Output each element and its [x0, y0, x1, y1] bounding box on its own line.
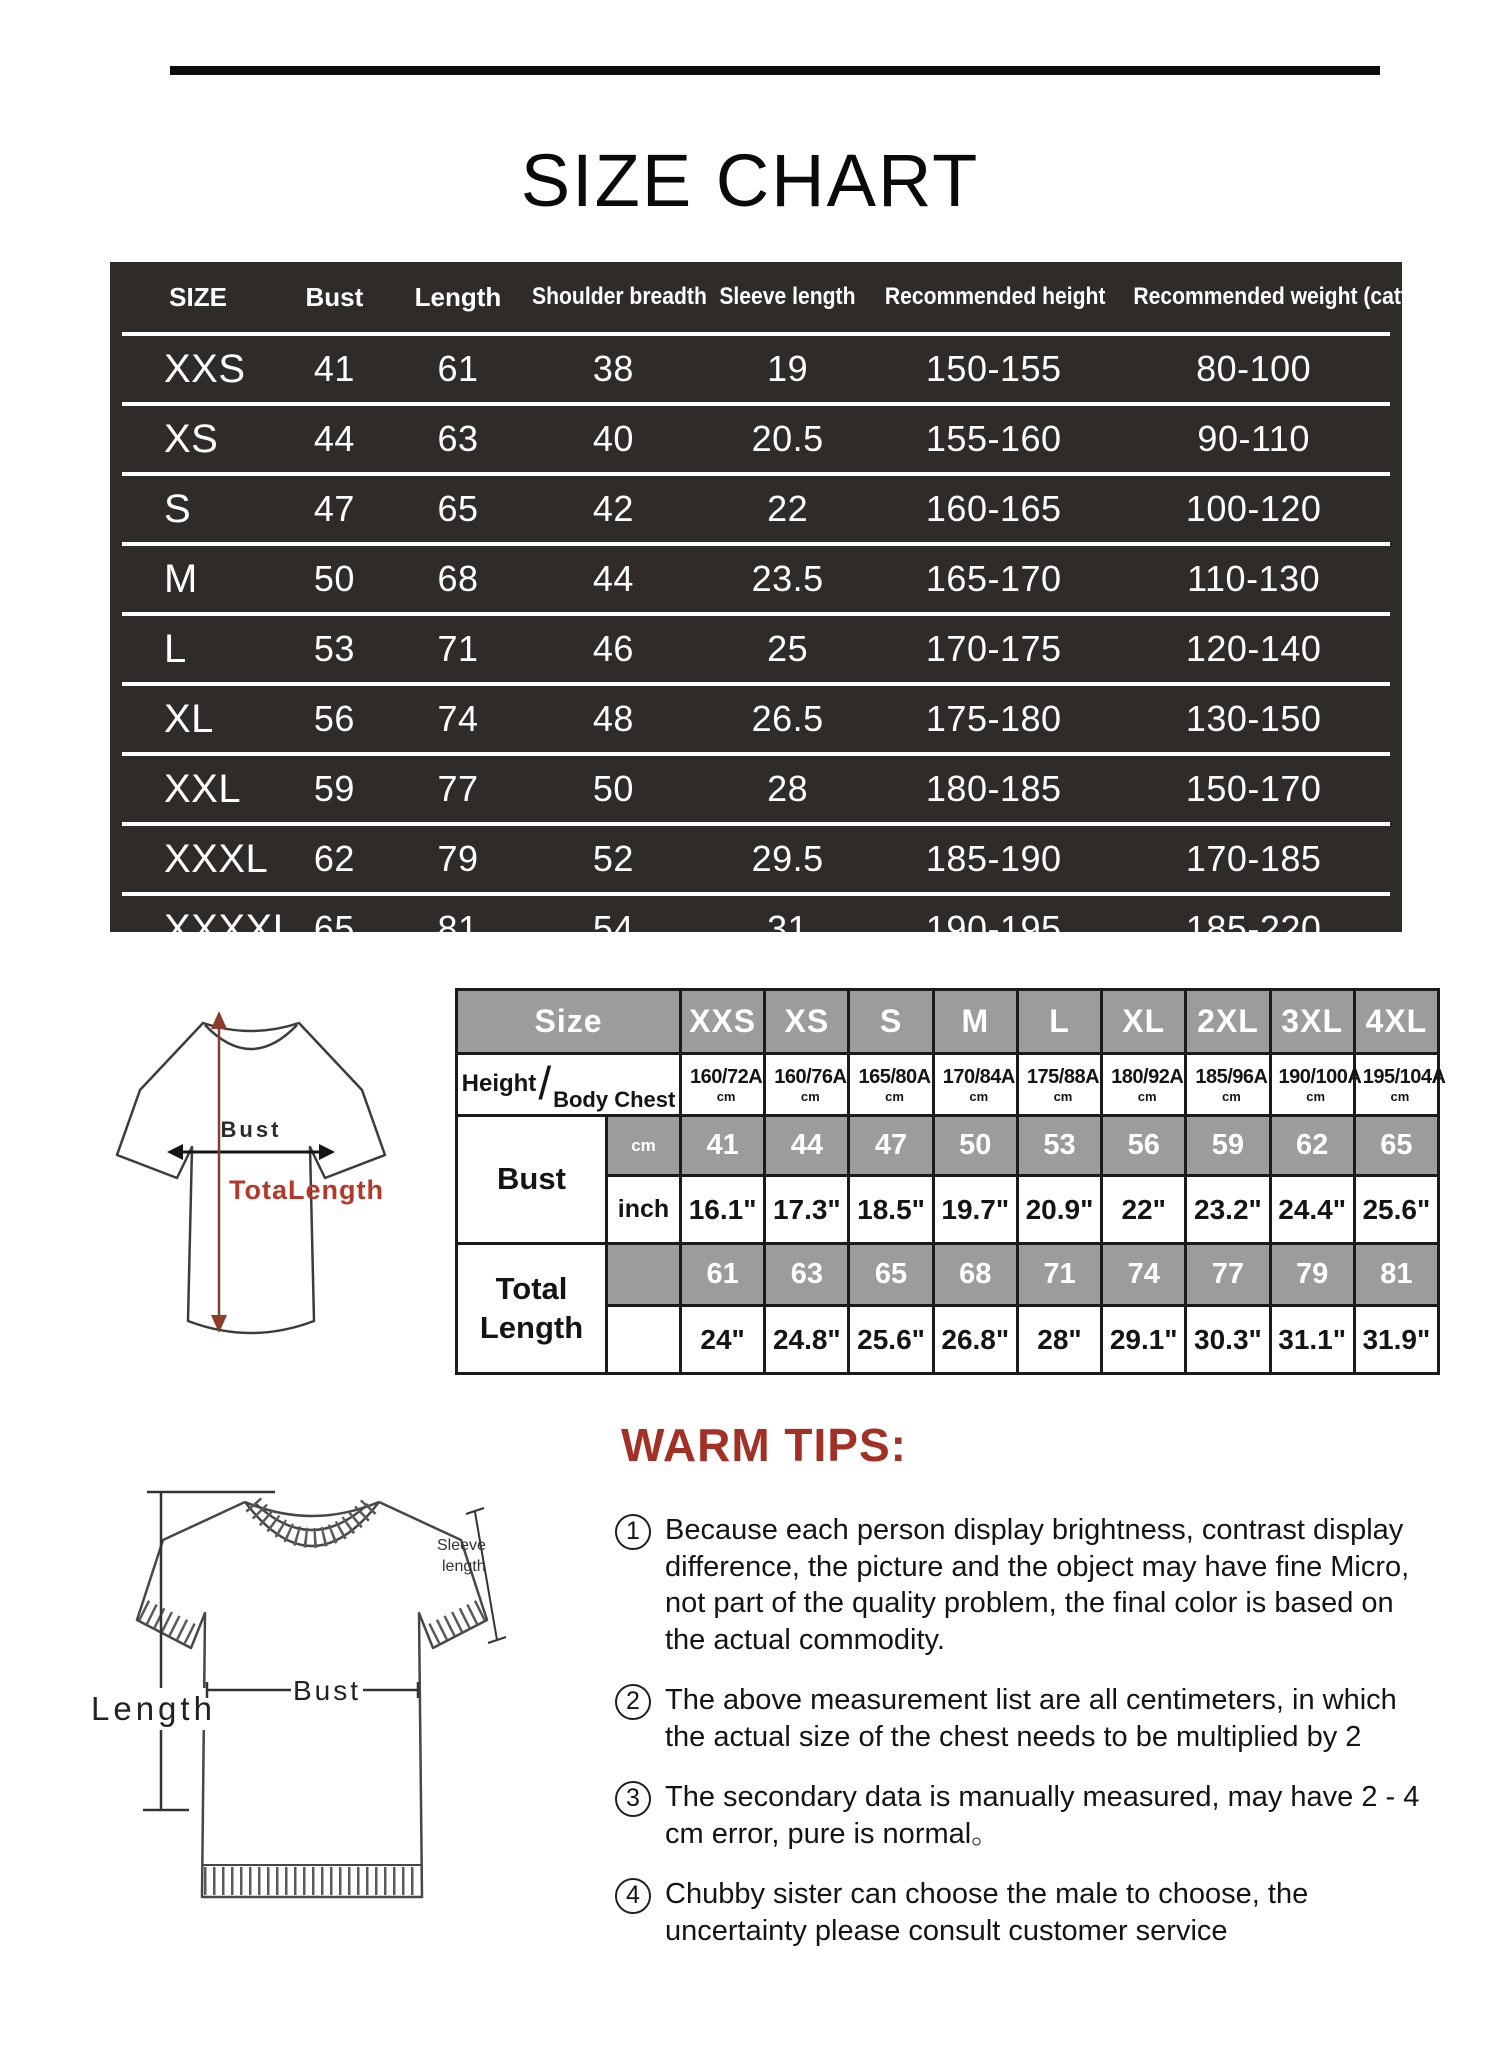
tip-number: 1 — [615, 1514, 651, 1550]
value-cell: 44 — [313, 418, 355, 459]
top-rule — [170, 66, 1380, 75]
size-cell: L — [164, 626, 187, 671]
value-cell: 54 — [592, 908, 634, 949]
value-cell: 42 — [592, 488, 634, 529]
table-row — [122, 402, 1390, 472]
total-cm-cell: 63 — [765, 1244, 849, 1306]
height-cell: 175/88A cm — [1017, 1054, 1101, 1116]
tip-text: Chubby sister can choose the male to choose, the uncertainty please consult customer service — [665, 1878, 1309, 1947]
header-cell-shoulder: Shoulder breadth — [532, 283, 708, 310]
bust-cm-cell: 53 — [1017, 1116, 1101, 1176]
value-cell: 29.5 — [751, 838, 824, 879]
tip-number: 4 — [615, 1878, 651, 1914]
tip-text: Because each person display brightness, contrast display difference, the picture and the object may have fine Micro, not part of the quality problem, the final color is based on the actual commodity. — [665, 1514, 1410, 1656]
warm-tips-heading: WARM TIPS: — [621, 1419, 907, 1471]
right-cuff-ribbing — [429, 1610, 481, 1636]
value-cell: 79 — [437, 838, 479, 879]
empty-unit-cell — [607, 1306, 681, 1374]
value-cell: 63 — [437, 418, 479, 459]
detail-size-header: Size — [457, 990, 681, 1054]
value-cell: 175-180 — [925, 698, 1062, 739]
value-cell: 47 — [313, 488, 355, 529]
tip-item — [615, 1779, 1455, 1852]
header-cell-rec-weight: Recommended weight (catty) — [1133, 283, 1428, 310]
size-cell: S — [164, 486, 192, 531]
total-length-cm-row — [457, 1244, 1439, 1306]
bust-inch-cell: 23.2" — [1186, 1176, 1270, 1244]
value-cell: 190-195 — [925, 908, 1062, 949]
header-cell-size: SIZE — [169, 281, 227, 312]
value-cell: 22 — [767, 488, 809, 529]
bust-cm-cell: 44 — [765, 1116, 849, 1176]
bust-label: Bust — [292, 1675, 362, 1706]
bust-cm-row — [457, 1116, 1439, 1176]
detail-size: 4XL — [1354, 990, 1438, 1054]
bust-cm-cell: 62 — [1270, 1116, 1354, 1176]
detail-size: XS — [765, 990, 849, 1054]
value-cell: 155-160 — [925, 418, 1062, 459]
value-cell: 160-165 — [925, 488, 1062, 529]
total-cm-cell: 65 — [849, 1244, 933, 1306]
inch-unit-label: inch — [607, 1176, 681, 1244]
bust-cm-cell: 59 — [1186, 1116, 1270, 1176]
value-cell: 81 — [437, 908, 479, 949]
total-cm-cell: 61 — [681, 1244, 765, 1306]
table-row — [122, 612, 1390, 682]
total-cm-cell: 71 — [1017, 1244, 1101, 1306]
detail-size: S — [849, 990, 933, 1054]
value-cell: 48 — [592, 698, 634, 739]
size-cell: XXL — [164, 766, 242, 811]
value-cell: 180-185 — [925, 768, 1062, 809]
table-row — [122, 542, 1390, 612]
total-cm-cell: 77 — [1186, 1244, 1270, 1306]
value-cell: 68 — [437, 558, 479, 599]
total-inch-cell: 31.1" — [1270, 1306, 1354, 1374]
bust-inch-cell: 18.5" — [849, 1176, 933, 1244]
bust-cm-cell: 47 — [849, 1116, 933, 1176]
total-inch-cell: 31.9" — [1354, 1306, 1438, 1374]
value-cell: 150-170 — [1185, 768, 1322, 809]
table-row — [122, 892, 1390, 962]
main-size-table — [110, 262, 1428, 951]
total-length-label: TotaLength — [229, 1175, 384, 1205]
tip-text: The above measurement list are all centimeters, in which the actual size of the chest needs to be multiplied by 2 — [665, 1684, 1397, 1753]
value-cell: 46 — [592, 628, 634, 669]
size-cell: XXS — [164, 346, 246, 391]
main-size-table-header — [122, 262, 1428, 332]
bust-cm-cell: 56 — [1102, 1116, 1186, 1176]
height-cell: 160/72A cm — [681, 1054, 765, 1116]
height-cell: 170/84A cm — [933, 1054, 1017, 1116]
value-cell: 23.5 — [751, 558, 824, 599]
value-cell: 52 — [592, 838, 634, 879]
size-cell: XS — [164, 416, 219, 461]
detail-size: XL — [1102, 990, 1186, 1054]
value-cell: 62 — [313, 838, 355, 879]
value-cell: 130-150 — [1185, 698, 1322, 739]
value-cell: 26.5 — [751, 698, 824, 739]
height-body-chest-label: Height/Body Chest — [457, 1054, 681, 1116]
value-cell: 77 — [437, 768, 479, 809]
value-cell: 170-185 — [1185, 838, 1322, 879]
value-cell: 20.5 — [751, 418, 824, 459]
height-cell: 195/104A cm — [1354, 1054, 1438, 1116]
left-cuff-ribbing — [143, 1610, 195, 1636]
total-length-label: Total Length — [457, 1244, 607, 1374]
bust-inch-cell: 22" — [1102, 1176, 1186, 1244]
table-row — [122, 822, 1390, 892]
bust-inch-cell: 25.6" — [1354, 1176, 1438, 1244]
tip-item — [615, 1876, 1455, 1949]
value-cell: 50 — [313, 558, 355, 599]
bust-inch-cell: 17.3" — [765, 1176, 849, 1244]
height-cell: 180/92A cm — [1102, 1054, 1186, 1116]
height-cell: 160/76A cm — [765, 1054, 849, 1116]
value-cell: 31 — [767, 908, 809, 949]
tip-number: 2 — [615, 1684, 651, 1720]
size-cell: XL — [164, 696, 214, 741]
total-inch-cell: 30.3" — [1186, 1306, 1270, 1374]
tip-number: 3 — [615, 1781, 651, 1817]
collar-ribbing — [253, 1504, 371, 1538]
value-cell: 56 — [313, 698, 355, 739]
table-row — [122, 752, 1390, 822]
empty-unit-cell — [607, 1244, 681, 1306]
table-row — [122, 682, 1390, 752]
total-inch-cell: 28" — [1017, 1306, 1101, 1374]
header-cell-sleeve: Sleeve length — [719, 283, 856, 310]
value-cell: 185-220 — [1185, 908, 1322, 949]
detail-size-table — [455, 988, 1446, 1375]
detail-size: M — [933, 990, 1017, 1054]
total-cm-cell: 68 — [933, 1244, 1017, 1306]
value-cell: 110-130 — [1187, 558, 1321, 599]
bust-cm-cell: 50 — [933, 1116, 1017, 1176]
page-title: SIZE CHART — [520, 139, 980, 222]
warm-tips-section — [615, 1418, 1455, 1973]
bust-inch-cell: 16.1" — [681, 1176, 765, 1244]
tip-text: The secondary data is manually measured, may have 2 - 4 cm error, pure is normal。 — [665, 1781, 1420, 1850]
value-cell: 28 — [767, 768, 809, 809]
value-cell: 59 — [313, 768, 355, 809]
value-cell: 65 — [313, 908, 355, 949]
bust-inch-cell: 24.4" — [1270, 1176, 1354, 1244]
bust-cm-cell: 41 — [681, 1116, 765, 1176]
height-cell: 190/100A cm — [1270, 1054, 1354, 1116]
size-cell: XXXXL — [164, 906, 296, 951]
value-cell: 150-155 — [925, 348, 1062, 389]
value-cell: 165-170 — [925, 558, 1062, 599]
value-cell: 71 — [437, 628, 479, 669]
value-cell: 61 — [437, 348, 479, 389]
detail-size: XXS — [681, 990, 765, 1054]
header-cell-rec-height: Recommended height — [884, 283, 1106, 310]
table-row — [122, 332, 1390, 402]
height-body-chest-row — [457, 1054, 1439, 1116]
header-cell-length: Length — [414, 281, 502, 312]
detail-size: 2XL — [1186, 990, 1270, 1054]
size-cell: M — [164, 556, 198, 601]
value-cell: 50 — [592, 768, 634, 809]
total-inch-cell: 24.8" — [765, 1306, 849, 1374]
value-cell: 44 — [592, 558, 634, 599]
bust-label: Bust — [457, 1116, 607, 1244]
value-cell: 100-120 — [1185, 488, 1322, 529]
total-inch-cell: 29.1" — [1102, 1306, 1186, 1374]
total-cm-cell: 81 — [1354, 1244, 1438, 1306]
value-cell: 80-100 — [1196, 348, 1312, 389]
tip-item — [615, 1512, 1455, 1658]
bust-inch-cell: 19.7" — [933, 1176, 1017, 1244]
bust-inch-cell: 20.9" — [1017, 1176, 1101, 1244]
table-row — [122, 472, 1390, 542]
detail-size: L — [1017, 990, 1101, 1054]
value-cell: 65 — [437, 488, 479, 529]
tshirt-front-diagram — [95, 995, 405, 1390]
value-cell: 74 — [437, 698, 479, 739]
value-cell: 19 — [767, 348, 809, 389]
value-cell: 40 — [592, 418, 634, 459]
value-cell: 185-190 — [925, 838, 1062, 879]
length-label: Length — [91, 1690, 216, 1727]
header-cell-bust: Bust — [305, 281, 364, 312]
value-cell: 120-140 — [1185, 628, 1322, 669]
value-cell: 25 — [767, 628, 809, 669]
size-cell: XXXL — [164, 836, 269, 881]
value-cell: 41 — [313, 348, 355, 389]
total-cm-cell: 74 — [1102, 1244, 1186, 1306]
total-inch-cell: 24" — [681, 1306, 765, 1374]
value-cell: 90-110 — [1197, 418, 1310, 459]
bust-cm-cell: 65 — [1354, 1116, 1438, 1176]
detail-size: 3XL — [1270, 990, 1354, 1054]
total-cm-cell: 79 — [1270, 1244, 1354, 1306]
sleeve-length-label-line2: length — [442, 1558, 486, 1575]
cm-unit-label: cm — [607, 1116, 681, 1176]
bust-label: Bust — [220, 1117, 282, 1142]
detail-header-row — [457, 990, 1439, 1054]
sleeve-length-label-line1: Sleeve — [437, 1537, 486, 1554]
tshirt-measure-diagram — [85, 1450, 545, 1950]
tip-item — [615, 1682, 1455, 1755]
height-cell: 185/96A cm — [1186, 1054, 1270, 1116]
total-inch-cell: 26.8" — [933, 1306, 1017, 1374]
value-cell: 170-175 — [925, 628, 1062, 669]
total-length-arrowhead-top — [211, 1011, 227, 1029]
height-cell: 165/80A cm — [849, 1054, 933, 1116]
value-cell: 38 — [592, 348, 634, 389]
value-cell: 53 — [313, 628, 355, 669]
total-inch-cell: 25.6" — [849, 1306, 933, 1374]
